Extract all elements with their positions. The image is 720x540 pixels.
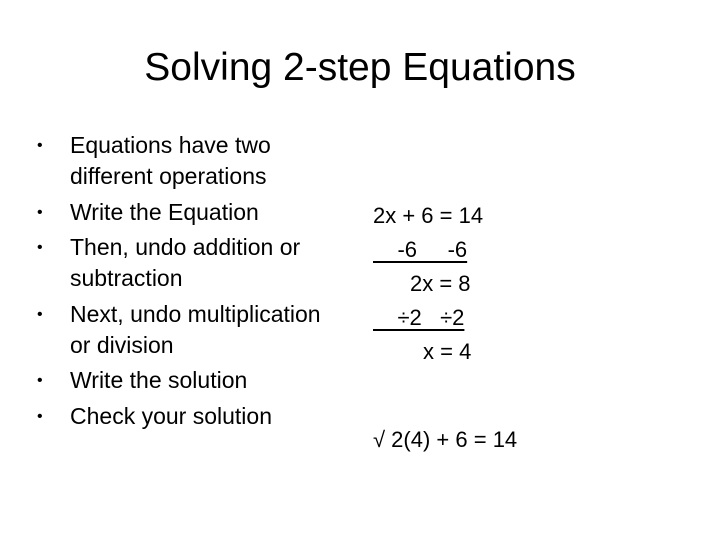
list-item [36,365,346,396]
bullet-icon: • [37,372,43,389]
bullet-text: Write the solution [70,367,248,393]
bullet-icon: • [37,305,43,323]
list-item [36,197,346,228]
bullet-icon: • [37,203,43,221]
list-item [36,232,346,294]
after-subtract-line: 2x = 8 [410,271,471,296]
bullet-icon: • [37,407,43,425]
bullet-text: Equations have two different operations [70,132,271,189]
list-item [36,130,346,192]
equation-line: 2x + 6 = 14 [373,203,484,228]
divide-step-line: ÷2 ÷2 [373,305,465,330]
equation-work [360,200,560,370]
list-item [36,401,346,432]
bullet-text: Then, undo addition or subtraction [70,234,301,291]
bullet-icon: • [37,239,43,256]
check-line: √ 2(4) + 6 = 14 [373,427,518,452]
subtract-step-line: -6 -6 [373,237,468,262]
steps-bullet-list [36,130,346,436]
bullet-text: Write the Equation [70,198,259,225]
bullet-icon: • [37,137,43,154]
solution-line: x = 4 [423,339,472,364]
list-item [36,299,346,361]
bullet-text: Check your solution [70,402,272,429]
bullet-text: Next, undo multiplication or division [70,300,321,358]
slide-title: Solving 2-step Equations [144,46,576,89]
